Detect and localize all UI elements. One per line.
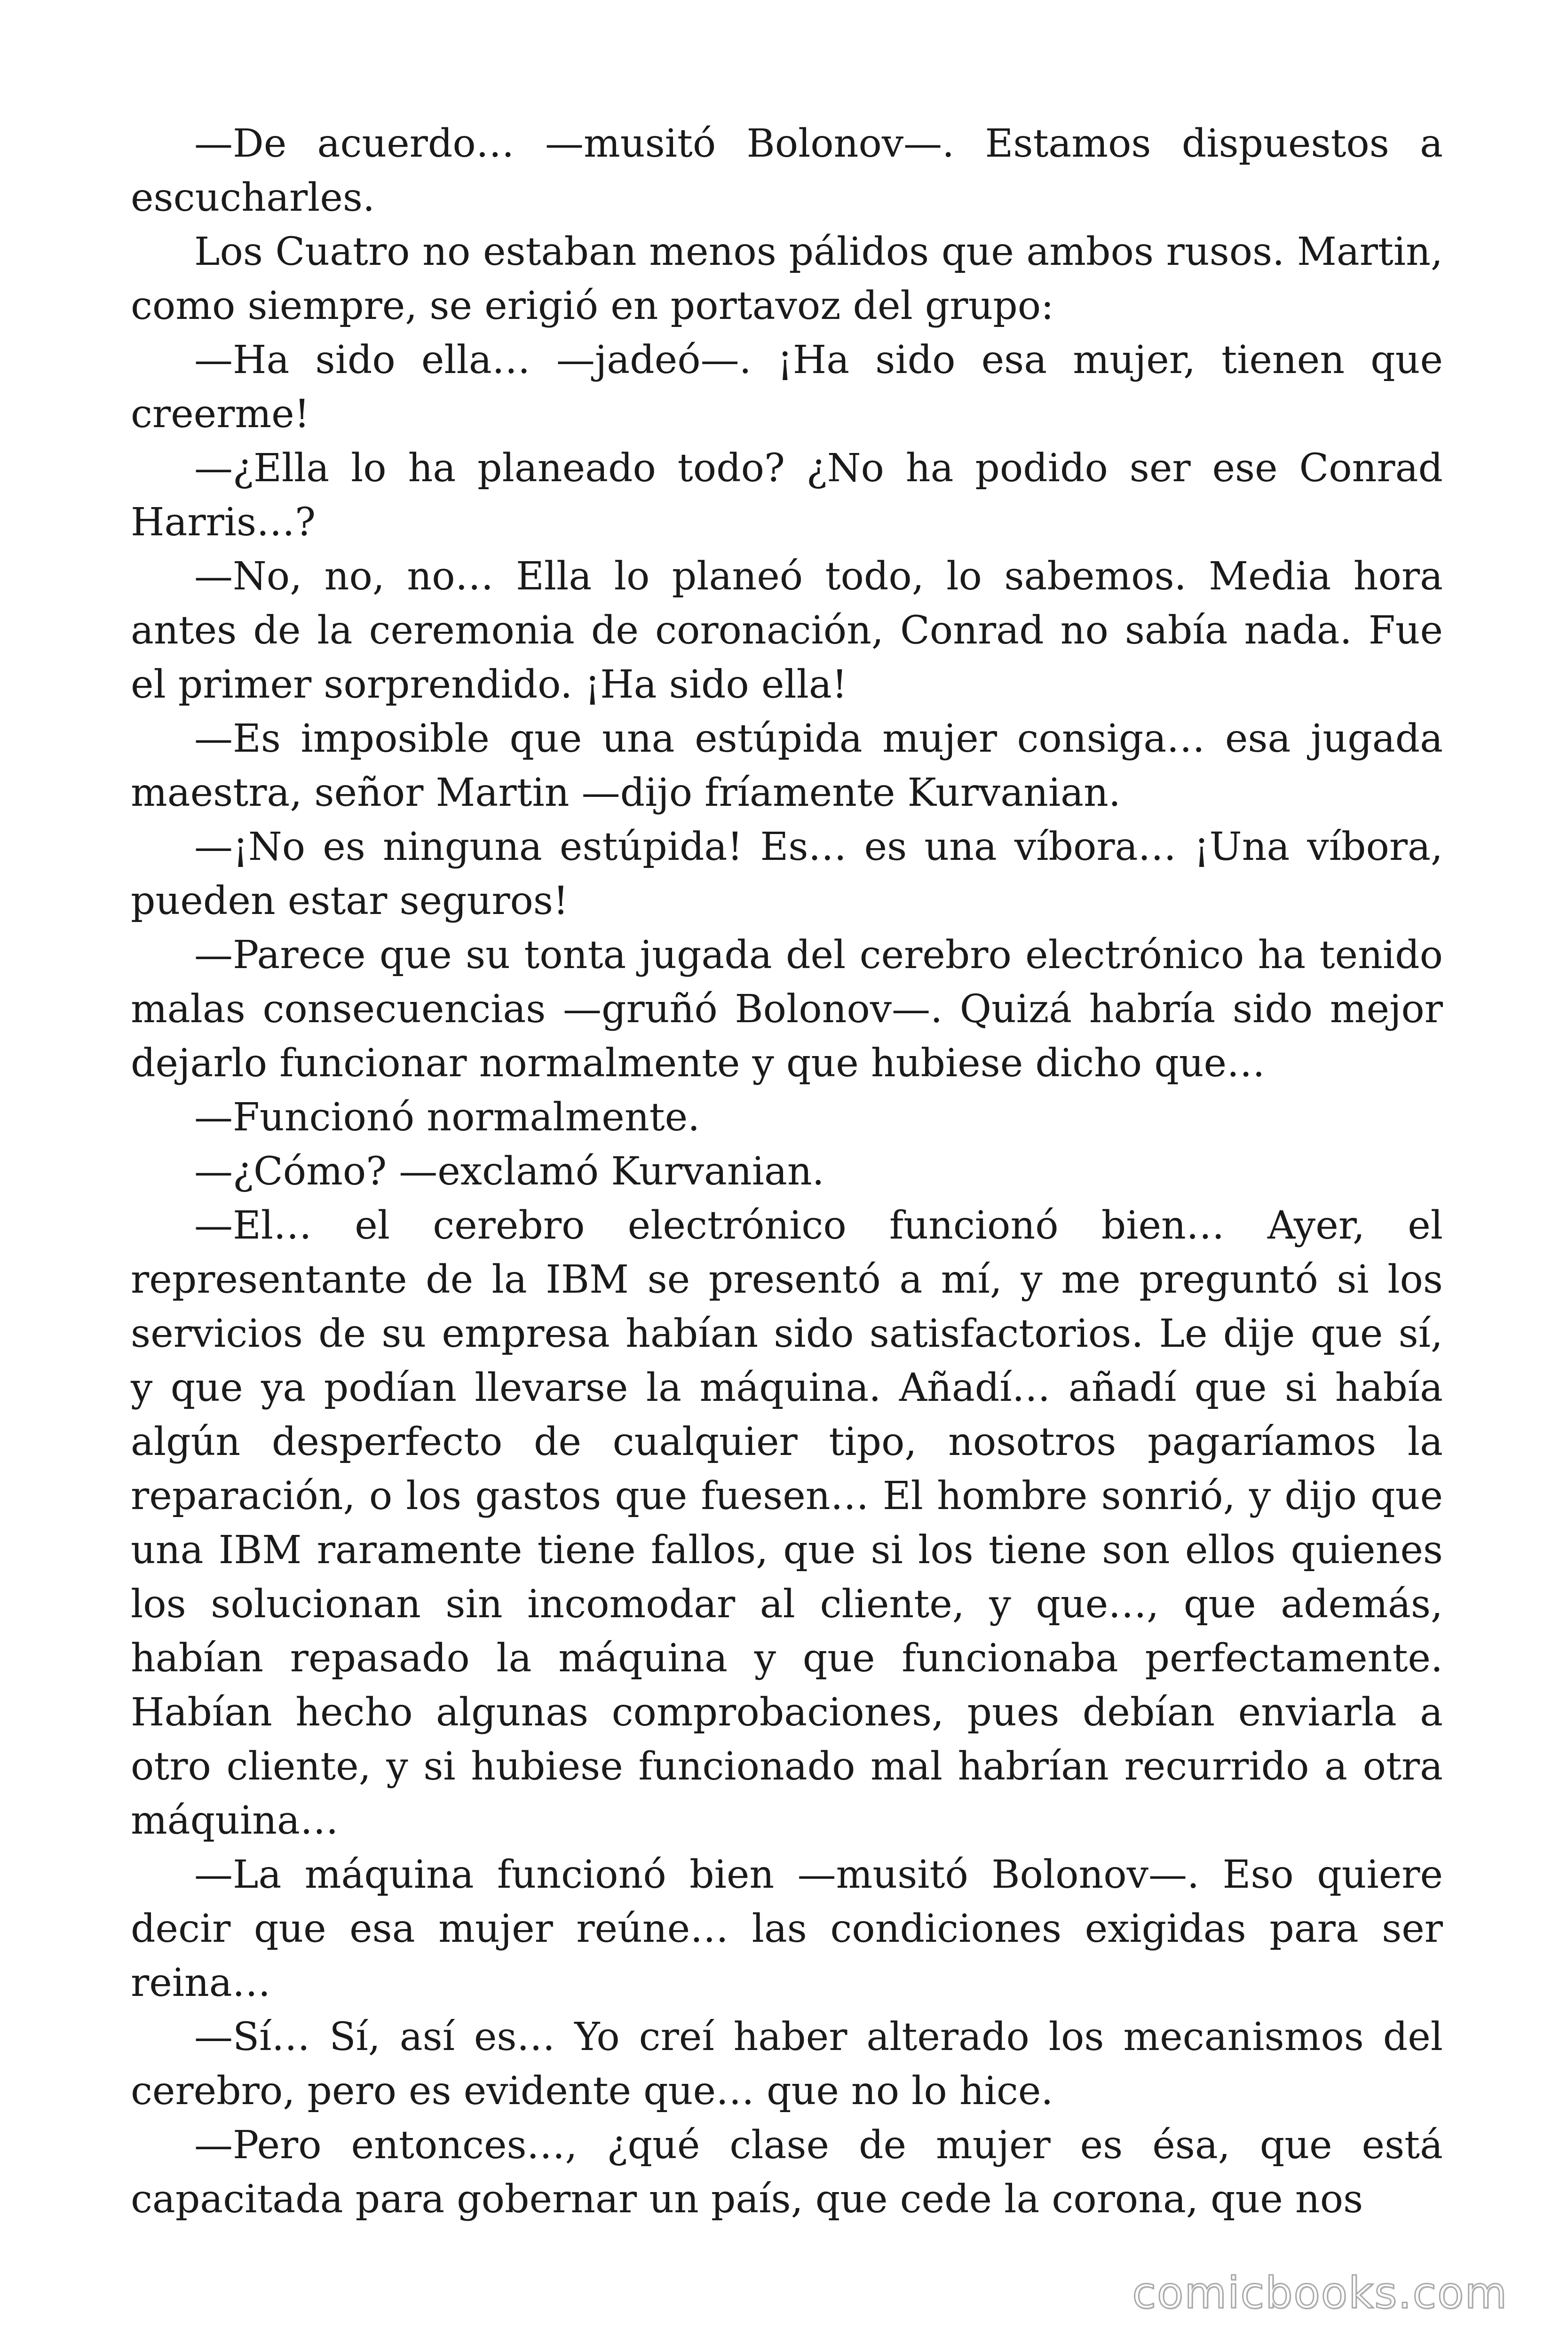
paragraph: —Es imposible que una estúpida mujer consiga… esa jugada maestra, señor Martin —dijo fríamente Kurvanian. <box>131 716 1443 815</box>
paragraph: —De acuerdo… —musitó Bolonov—. Estamos dispuestos a escucharles. <box>131 121 1443 220</box>
paragraph: —La máquina funcionó bien —musitó Bolonov—. Eso quiere decir que esa mujer reúne… las condiciones exigidas para ser reina… <box>131 1852 1443 2005</box>
paragraph: —Ha sido ella… —jadeó—. ¡Ha sido esa mujer, tienen que creerme! <box>131 338 1443 437</box>
paragraph: —Funcionó normalmente. <box>194 1095 700 1140</box>
watermark: comicbooks.com <box>1132 2268 1508 2318</box>
paragraph: —¿Cómo? —exclamó Kurvanian. <box>194 1149 824 1194</box>
paragraph: —No, no, no… Ella lo planeó todo, lo sabemos. Media hora antes de la ceremonia de coronación, Conrad no sabía nada. Fue el primer sorprendido. ¡Ha sido ella! <box>131 554 1443 707</box>
paragraph: —Pero entonces…, ¿qué clase de mujer es ésa, que está capacitada para gobernar un país, que cede la corona, que nos <box>131 2123 1443 2222</box>
paragraph: —¿Ella lo ha planeado todo? ¿No ha podido ser ese Conrad Harris…? <box>131 446 1443 545</box>
paragraph: —Parece que su tonta jugada del cerebro electrónico ha tenido malas consecuencias —gruñó Bolonov—. Quizá habría sido mejor dejarlo funcionar normalmente y que hubiese dicho que… <box>131 933 1443 1086</box>
paragraph: —Sí… Sí, así es… Yo creí haber alterado los mecanismos del cerebro, pero es evidente que… que no lo hice. <box>131 2015 1443 2114</box>
paragraph: —¡No es ninguna estúpida! Es… es una víbora… ¡Una víbora, pueden estar seguros! <box>131 825 1443 923</box>
paragraph: Los Cuatro no estaban menos pálidos que ambos rusos. Martin, como siempre, se erigió en portavoz del grupo: <box>131 230 1443 328</box>
paragraph: —El… el cerebro electrónico funcionó bien… Ayer, el representante de la IBM se presentó a mí, y me preguntó si los servicios de su empresa habían sido satisfactorios. Le dije que sí, y que ya podían llevarse la máquina. Añadí… añadí que si había algún desperfecto de cualquier tipo, nosotros pagaríamos la reparación, o los gastos que fuesen… El hombre sonrió, y dijo que una IBM raramente tiene fallos, que si los tiene son ellos quienes los solucionan sin incomodar al cliente, y que…, que además, habían repasado la máquina y que funcionaba perfectamente. Habían hecho algunas comprobaciones, pues debían enviarla a otro cliente, y si hubiese funcionado mal habrían recurrido a otra máquina… <box>131 1203 1443 1843</box>
page-body <box>131 117 1443 2226</box>
